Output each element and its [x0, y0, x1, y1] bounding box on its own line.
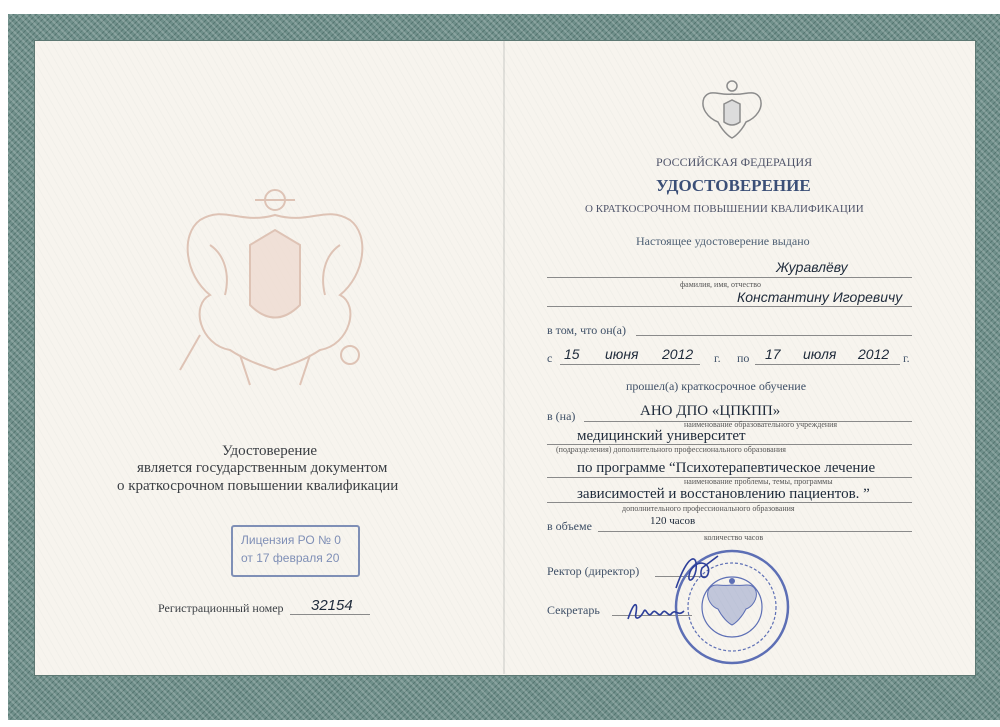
date-to-prefix: по [737, 351, 750, 365]
volume-label: в объеме [547, 519, 592, 533]
doc-description-line1: является государственным документом [137, 460, 388, 476]
date-from-underline [560, 364, 700, 365]
rector-label: Ректор (директор) [547, 564, 640, 578]
license-stamp-line1: Лицензия РО № 0 [241, 533, 341, 547]
registration-underline [290, 614, 370, 615]
surname-value: Журавлёву [776, 259, 848, 275]
secretary-signature [624, 597, 694, 627]
date-to-underline [755, 364, 900, 365]
secretary-label: Секретарь [547, 603, 600, 617]
certificate-title: УДОСТОВЕРЕНИЕ [656, 176, 811, 195]
coat-of-arms-icon [700, 78, 764, 142]
date-from-prefix: с [547, 351, 553, 365]
issued-to-label: Настоящее удостоверение выдано [636, 234, 810, 248]
doc-title: Удостоверение [222, 443, 318, 459]
program-underline-2 [547, 502, 912, 503]
program-caption: наименование проблемы, темы, программы [684, 477, 833, 486]
surname-underline [547, 277, 912, 278]
date-from-day: 15 [564, 346, 580, 362]
date-to-year: 2012 [858, 346, 890, 362]
fio-caption: фамилия, имя, отчество [680, 280, 761, 289]
program-line2: зависимостей и восстановлению пациентов. ” [577, 486, 870, 502]
volume-underline [598, 531, 912, 532]
license-stamp [231, 525, 360, 577]
name-underline [547, 306, 912, 307]
rector-signature [668, 548, 728, 598]
institution-value: АНО ДПО «ЦПКПП» [640, 403, 781, 419]
that-underline [636, 335, 912, 336]
program-line1: по программе “Психотерапевтическое лечение [577, 460, 876, 476]
year-suffix-2: г. [903, 351, 910, 365]
program-caption-2: дополнительного профессионального образования [622, 504, 795, 513]
date-from-month: июня [605, 346, 639, 362]
doc-description-line2: о краткосрочном повышении квалификации [117, 478, 399, 494]
country-name: РОССИЙСКАЯ ФЕДЕРАЦИЯ [656, 155, 813, 169]
certificate-subtitle: О КРАТКОСРОЧНОМ ПОВЫШЕНИИ КВАЛИФИКАЦИИ [585, 203, 864, 215]
department-caption: (подразделения) дополнительного профессионального образования [556, 445, 786, 454]
that-label: в том, что он(а) [547, 323, 626, 337]
passed-training-label: прошел(а) краткосрочное обучение [626, 379, 807, 393]
date-to-day: 17 [765, 346, 781, 362]
center-fold [503, 40, 505, 674]
registration-label: Регистрационный номер [158, 601, 284, 615]
volume-value: 120 часов [650, 515, 696, 527]
date-to-month: июля [803, 346, 837, 362]
date-from-year: 2012 [662, 346, 694, 362]
coat-of-arms-watermark [170, 185, 380, 390]
license-stamp-line2: от 17 февраля 20 [241, 551, 340, 565]
name-patronymic-value: Константину Игоревичу [737, 289, 903, 305]
institution-caption: наименование образовательного учреждения [684, 420, 838, 429]
department-value: медицинский университет [577, 428, 746, 444]
registration-number: 32154 [311, 597, 353, 614]
institution-prefix: в (на) [547, 409, 576, 423]
volume-caption: количество часов [704, 533, 764, 542]
year-suffix-1: г. [714, 351, 721, 365]
